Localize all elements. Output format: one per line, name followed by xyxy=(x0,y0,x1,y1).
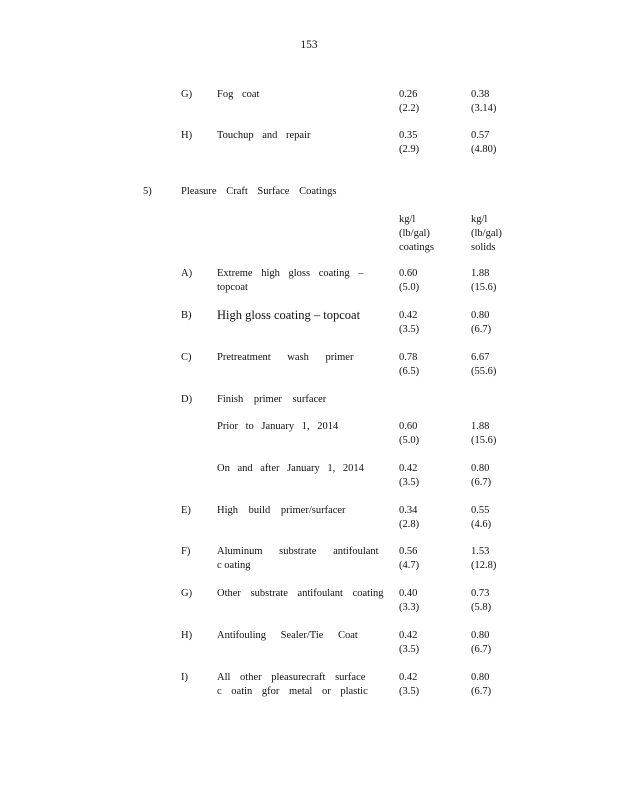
value-metric: 0.35 xyxy=(399,130,418,141)
description-line: Aluminum substrate antifoulant xyxy=(217,546,379,557)
value-imperial: (4.7) xyxy=(399,560,420,571)
description-line: Extreme high gloss coating – xyxy=(217,268,364,279)
row-letter: D) xyxy=(181,394,193,405)
row-letter: F) xyxy=(181,546,191,557)
row-letter: G) xyxy=(181,89,193,100)
value-metric: 0.78 xyxy=(399,352,418,363)
row-letter: E) xyxy=(181,505,191,516)
description-line: topcoat xyxy=(217,282,248,293)
coatings-value xyxy=(399,587,419,615)
value-metric: 0.73 xyxy=(471,588,490,599)
header-unit: kg/l xyxy=(399,214,416,225)
row-description: Antifouling Sealer/Tie Coat xyxy=(217,630,358,641)
row-letter: B) xyxy=(181,310,192,321)
value-imperial: (3.5) xyxy=(399,686,420,697)
solids-value xyxy=(471,462,491,490)
row-letter: A) xyxy=(181,268,193,279)
value-metric: 0.42 xyxy=(399,630,418,641)
value-metric: 1.88 xyxy=(471,268,490,279)
value-imperial: (3.3) xyxy=(399,602,420,613)
value-imperial: (2.8) xyxy=(399,519,420,530)
value-metric: 0.56 xyxy=(399,546,418,557)
solids-value xyxy=(471,267,496,295)
coatings-value xyxy=(399,671,419,699)
value-imperial: (6.7) xyxy=(471,686,492,697)
description-line: All other pleasurecraft surface xyxy=(217,672,366,683)
value-imperial: (3.5) xyxy=(399,324,420,335)
value-metric: 0.80 xyxy=(471,630,490,641)
coatings-value xyxy=(399,309,419,337)
row-description: Finish primer surfacer xyxy=(217,394,327,405)
row-letter: C) xyxy=(181,352,192,363)
row-description xyxy=(217,671,368,699)
value-metric: 6.67 xyxy=(471,352,490,363)
header-basis: coatings xyxy=(399,242,434,253)
coatings-value xyxy=(399,504,419,532)
solids-value xyxy=(471,671,491,699)
solids-column-header xyxy=(471,213,502,255)
value-imperial: (6.5) xyxy=(399,366,420,377)
coatings-value xyxy=(399,462,419,490)
value-imperial: (5.0) xyxy=(399,282,420,293)
row-description xyxy=(217,267,363,295)
description-line: c oating xyxy=(217,560,251,571)
value-imperial: (6.7) xyxy=(471,477,492,488)
header-unit-imperial: (lb/gal) xyxy=(471,228,502,239)
row-description: High gloss coating – topcoat xyxy=(217,308,361,322)
value-metric: 0.38 xyxy=(471,89,490,100)
row-description: Prior to January 1, 2014 xyxy=(217,421,339,432)
value-metric: 1.88 xyxy=(471,421,490,432)
row-letter: G) xyxy=(181,588,193,599)
row-description: Other substrate antifoulant coating xyxy=(217,588,384,599)
coatings-value xyxy=(399,420,419,448)
value-imperial: (2.9) xyxy=(399,144,420,155)
solids-value xyxy=(471,504,491,532)
value-metric: 0.80 xyxy=(471,463,490,474)
header-unit-imperial: (lb/gal) xyxy=(399,228,430,239)
section-title: Pleasure Craft Surface Coatings xyxy=(181,186,337,197)
solids-value xyxy=(471,309,491,337)
row-description: Pretreatment wash primer xyxy=(217,352,354,363)
value-imperial: (55.6) xyxy=(471,366,497,377)
value-metric: 0.42 xyxy=(399,463,418,474)
value-imperial: (15.6) xyxy=(471,282,497,293)
header-unit: kg/l xyxy=(471,214,488,225)
value-metric: 0.42 xyxy=(399,672,418,683)
row-description: Fog coat xyxy=(217,89,260,100)
value-imperial: (2.2) xyxy=(399,103,420,114)
solids-value xyxy=(471,420,496,448)
coatings-column-header xyxy=(399,213,434,255)
value-metric: 1.53 xyxy=(471,546,490,557)
solids-value xyxy=(471,629,491,657)
value-imperial: (6.7) xyxy=(471,644,492,655)
coatings-value xyxy=(399,267,419,295)
coatings-value xyxy=(399,88,419,116)
row-letter: I) xyxy=(181,672,188,683)
value-imperial: (4.80) xyxy=(471,144,497,155)
coatings-value xyxy=(399,545,419,573)
solids-value xyxy=(471,587,491,615)
value-metric: 0.60 xyxy=(399,268,418,279)
coatings-value xyxy=(399,351,419,379)
solids-value xyxy=(471,88,496,116)
solids-value xyxy=(471,545,496,573)
value-imperial: (4.6) xyxy=(471,519,492,530)
row-description: On and after January 1, 2014 xyxy=(217,463,364,474)
row-letter: H) xyxy=(181,130,193,141)
header-basis: solids xyxy=(471,242,496,253)
value-metric: 0.80 xyxy=(471,672,490,683)
solids-value xyxy=(471,351,496,379)
solids-value xyxy=(471,129,496,157)
value-metric: 0.55 xyxy=(471,505,490,516)
description-line: c oatin gfor metal or plastic xyxy=(217,686,368,697)
value-imperial: (5.8) xyxy=(471,602,492,613)
value-imperial: (3.14) xyxy=(471,103,497,114)
value-imperial: (6.7) xyxy=(471,324,492,335)
value-imperial: (3.5) xyxy=(399,477,420,488)
value-imperial: (5.0) xyxy=(399,435,420,446)
row-letter: H) xyxy=(181,630,193,641)
value-metric: 0.57 xyxy=(471,130,490,141)
value-imperial: (3.5) xyxy=(399,644,420,655)
value-metric: 0.42 xyxy=(399,310,418,321)
value-metric: 0.40 xyxy=(399,588,418,599)
value-metric: 0.80 xyxy=(471,310,490,321)
row-description xyxy=(217,545,379,573)
coatings-value xyxy=(399,629,419,657)
value-metric: 0.34 xyxy=(399,505,418,516)
row-description: High build primer/surfacer xyxy=(217,505,346,516)
value-imperial: (12.8) xyxy=(471,560,497,571)
value-imperial: (15.6) xyxy=(471,435,497,446)
coatings-value xyxy=(399,129,419,157)
value-metric: 0.26 xyxy=(399,89,418,100)
value-metric: 0.60 xyxy=(399,421,418,432)
row-description: Touchup and repair xyxy=(217,130,311,141)
section-number: 5) xyxy=(143,186,152,197)
page-number: 153 xyxy=(300,39,318,51)
